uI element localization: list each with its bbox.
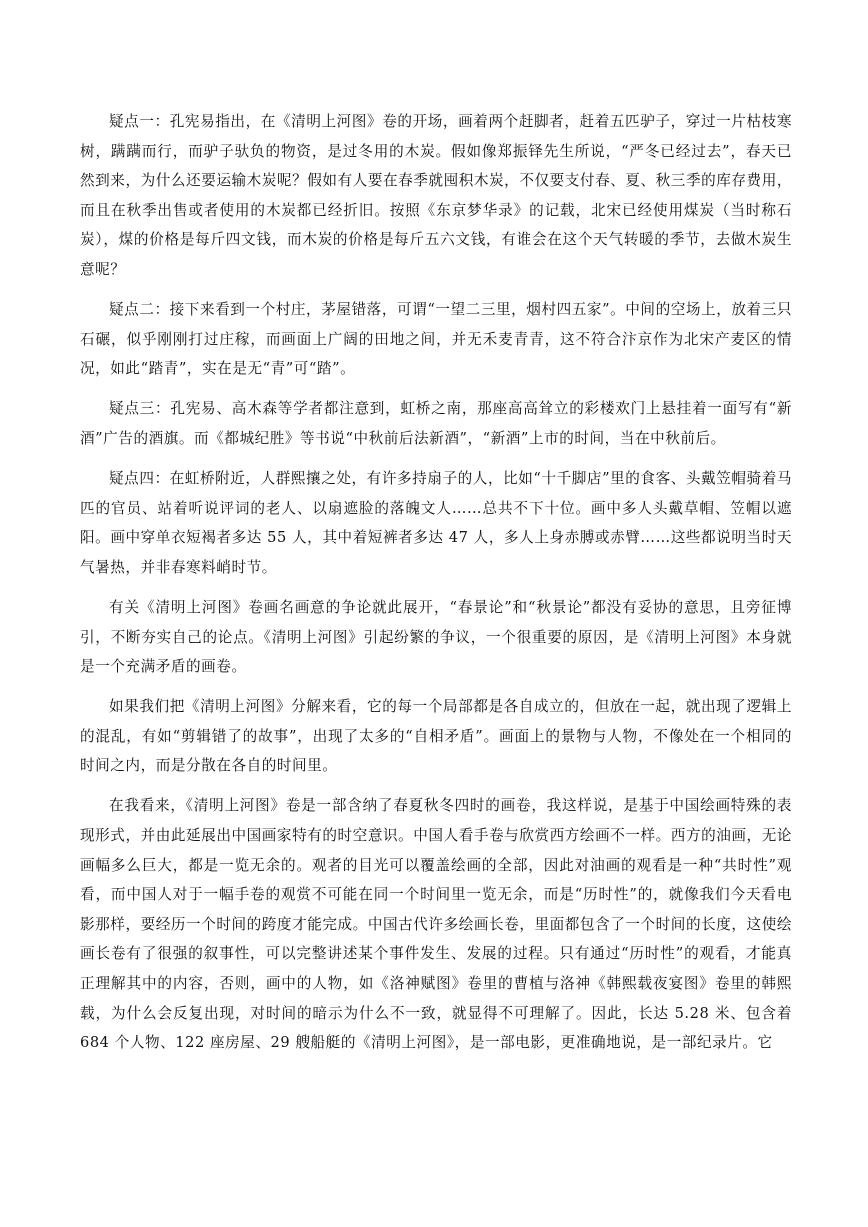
paragraph-debate: 有关《清明上河图》卷画名画意的争论就此展开，“春景论”和“秋景论”都没有妥协的意思，且旁征博引，不断夯实自己的论点。《清明上河图》引起纷繁的争议，一个很重要的原因，是《清明上河图》本身就是一个充满矛盾的画卷。 xyxy=(80,598,792,676)
paragraph-doubt-one: 疑点一：孔宪易指出，在《清明上河图》卷的开场，画着两个赶脚者，赶着五匹驴子，穿过一片枯枝寒树，蹒蹒而行，而驴子驮负的物资，是过冬用的木炭。假如像郑振铎先生所说，“严冬已经过去”，春天已然到来，为什么还要运输木炭呢？假如有人要在春季就囤积木炭，不仅要支付春、夏、秋三季的库存费用，而且在秋季出售或者使用的木炭都已经折旧。按照《东京梦华录》的记载，北宋已经使用煤炭（当时称石炭），煤的价格是每斤四文钱，而木炭的价格是每斤五六文钱，有谁会在这个天气转暖的季节，去做木炭生意呢？ xyxy=(80,113,792,278)
article-body xyxy=(80,107,792,1068)
paragraph-doubt-three: 疑点三：孔宪易、高木森等学者都注意到，虹桥之南，那座高高耸立的彩楼欢门上悬挂着一面写有“新酒”广告的酒旗。而《都城纪胜》等书说“中秋前后法新酒”，“新酒”上市的时间，当在中秋前后。 xyxy=(80,400,792,447)
paragraph-decomposition: 如果我们把《清明上河图》分解来看，它的每一个局部都是各自成立的，但放在一起，就出现了逻辑上的混乱，有如“剪辑错了的故事”，出现了太多的“自相矛盾”。画面上的景物与人物，不像处在一个相同的时间之内，而是分散在各自的时间里。 xyxy=(80,698,792,775)
paragraph-viewpoint: 在我看来，《清明上河图》卷是一部含纳了春夏秋冬四时的画卷，我这样说，是基于中国绘画特殊的表现形式，并由此延展出中国画家特有的时空意识。中国人看手卷与欣赏西方绘画不一样。西方的油画，无论画幅多么巨大，都是一览无余的。观者的目光可以覆盖绘画的全部，因此对油画的观看是一种“共时性”观看，而中国人对于一幅手卷的观赏不可能在同一个时间里一览无余，而是“历时性”的，就像我们今天看电影那样，要经历一个时间的跨度才能完成。中国古代许多绘画长卷，里面都包含了一个时间的长度，这使绘画长卷有了很强的叙事性，可以完整讲述某个事件发生、发展的过程。只有通过“历时性”的观看，才能真正理解其中的内容，否则，画中的人物，如《洛神赋图》卷里的曹植与洛神《韩熙载夜宴图》卷里的韩熙载，为什么会反复出现，对时间的暗示为什么不一致，就显得不可理解了。因此，长达 5.28 米、包含着 684 个人物、122 座房屋、29 艘船艇的《清明上河图》，是一部电影，更准确地说，是一部纪录片。它 xyxy=(80,797,792,1052)
paragraph-doubt-two: 疑点二：接下来看到一个村庄，茅屋错落，可谓“一望二三里，烟村四五家”。中间的空场上，放着三只石碾，似乎刚刚打过庄稼，而画面上广阔的田地之间，并无禾麦青青，这不符合汴京作为北宋产麦区的情况，如此“踏青”，实在是无“青”可“踏”。 xyxy=(80,301,792,378)
paragraph-doubt-four: 疑点四：在虹桥附近，人群熙攘之处，有许多持扇子的人，比如“十千脚店”里的食客、头戴笠帽骑着马匹的官员、站着听说评词的老人、以扇遮脸的落魄文人……总共不下十位。画中多人头戴草帽、笠帽以遮阳。画中穿单衣短褐者多达 55 人，其中着短裤者多达 47 人，多人上身赤膊或赤臂……这些都说明当时天气暑热，并非春寒料峭时节。 xyxy=(80,470,792,576)
